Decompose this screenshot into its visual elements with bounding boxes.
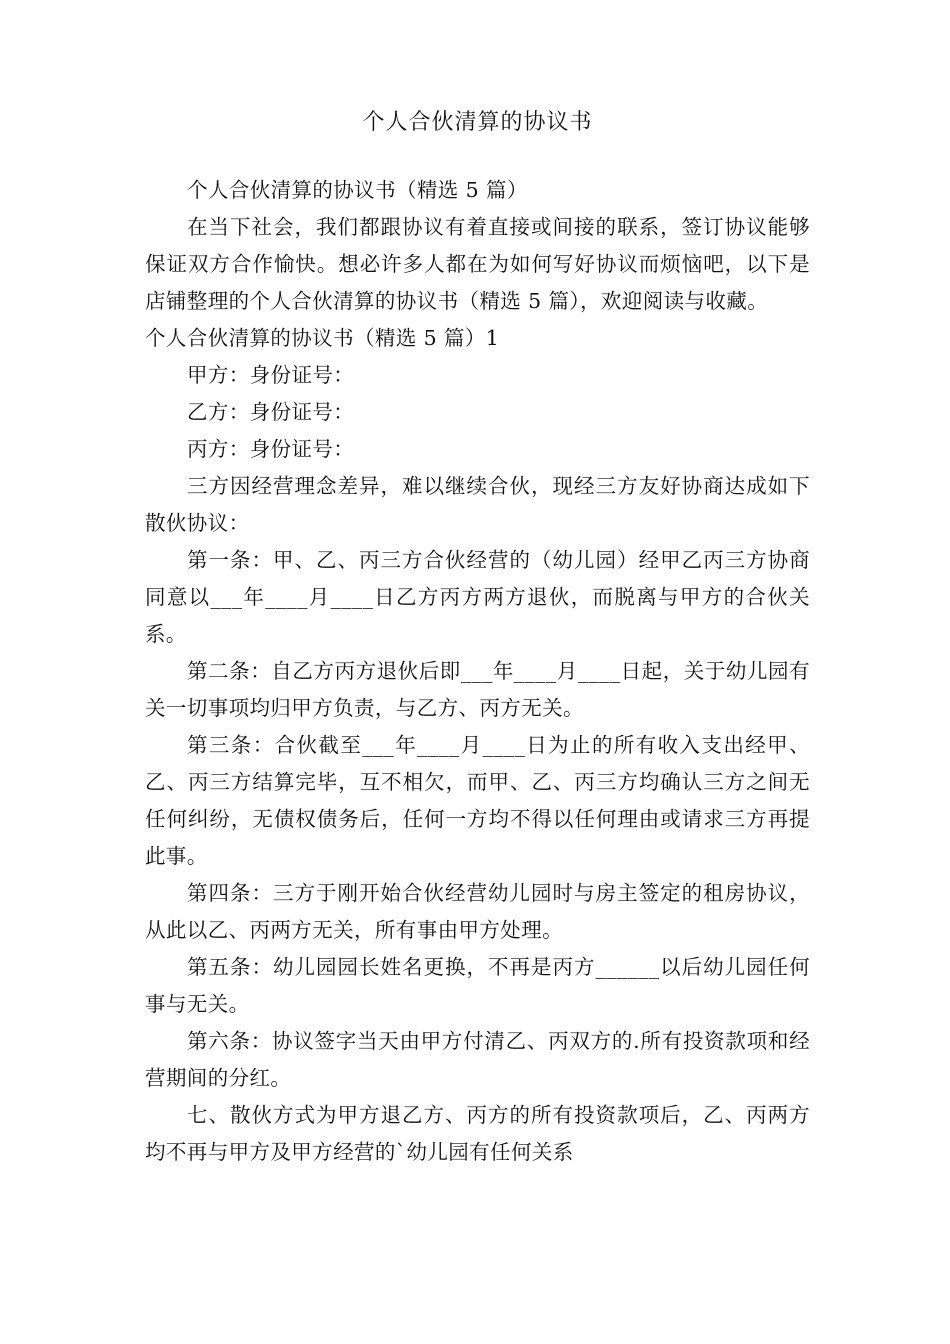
document-title: 个人合伙清算的协议书 (362, 110, 593, 135)
paragraph-party-c: 丙方：身份证号： (187, 437, 355, 461)
paragraph-article-5: 第五条：幼儿园园长姓名更换，不再是丙方______以后幼儿园任何事与无关。 (145, 955, 810, 1016)
paragraph-article-3: 第三条：合伙截至___年____月____日为止的所有收入支出经甲、乙、丙三方结算完毕，互不相欠，而甲、乙、丙三方均确认三方之间无任何纠纷，无债权债务后，任何一方均不得以任何理由或请求三方再提此事。 (145, 733, 810, 868)
paragraph-article-4: 第四条：三方于刚开始合伙经营幼儿园时与房主签定的租房协议，从此以乙、丙两方无关，所有事由甲方处理。 (145, 881, 810, 942)
paragraph-article-6: 第六条：协议签字当天由甲方付清乙、丙双方的.所有投资款项和经营期间的分红。 (145, 1029, 810, 1090)
paragraph-party-a: 甲方：身份证号： (187, 363, 355, 387)
paragraph-subtitle: 个人合伙清算的协议书（精选 5 篇） (187, 178, 528, 202)
paragraph-article-7: 七、散伙方式为甲方退乙方、丙方的所有投资款项后，乙、丙两方均不再与甲方及甲方经营的`幼儿园有任何关系 (145, 1103, 810, 1164)
paragraph-intro: 在当下社会，我们都跟协议有着直接或间接的联系，签订协议能够保证双方合作愉快。想必许多人都在为如何写好协议而烦恼吧，以下是店铺整理的个人合伙清算的协议书（精选 5 篇），欢迎阅读与收藏。 (145, 215, 810, 313)
paragraph-preamble: 三方因经营理念差异，难以继续合伙，现经三方友好协商达成如下散伙协议： (145, 474, 810, 535)
document-page (145, 100, 810, 1171)
paragraph-section-heading: 个人合伙清算的协议书（精选 5 篇）1 (145, 326, 500, 350)
paragraph-article-2: 第二条：自乙方丙方退伙后即___年____月____日起，关于幼儿园有关一切事项均归甲方负责，与乙方、丙方无关。 (145, 659, 810, 720)
paragraph-article-1: 第一条：甲、乙、丙三方合伙经营的（幼儿园）经甲乙丙三方协商同意以___年____月____日乙方丙方两方退伙，而脱离与甲方的合伙关系。 (145, 548, 810, 646)
paragraph-party-b: 乙方：身份证号： (187, 400, 355, 424)
